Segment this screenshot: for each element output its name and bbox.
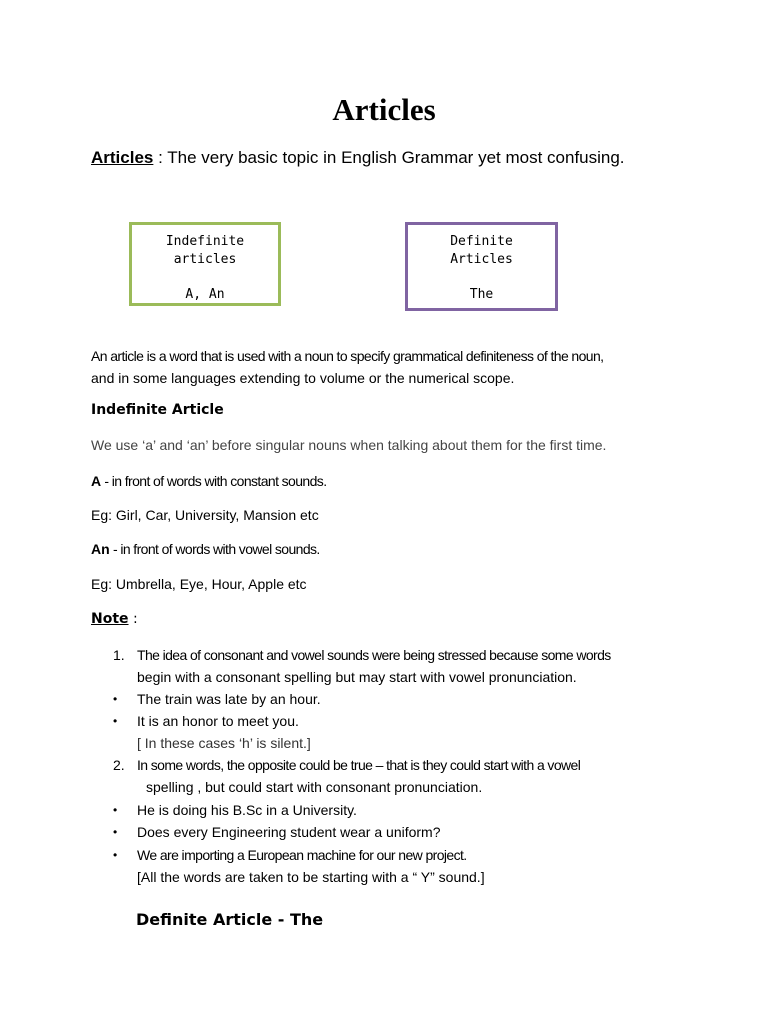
list-item: We are importing a European machine for our new project. bbox=[137, 847, 467, 863]
definition-paragraph bbox=[91, 345, 691, 389]
list-item: In some words, the opposite could be true – that is they could start with a vowel bbox=[137, 757, 581, 773]
usage-note: We use ‘a’ and ‘an’ before singular nouns when talking about them for the first time. bbox=[91, 437, 607, 453]
box-line: articles bbox=[173, 252, 237, 267]
note-label: Note bbox=[91, 611, 129, 627]
box-line: Articles bbox=[450, 252, 513, 267]
box-line: Indefinite bbox=[165, 234, 245, 249]
box-line: Definite bbox=[450, 234, 513, 249]
definition-line: and in some languages extending to volume or the numerical scope. bbox=[91, 370, 515, 386]
definition-line: An article is a word that is used with a noun to specify grammatical definiteness of the noun, bbox=[91, 348, 604, 364]
intro-label: Articles bbox=[91, 148, 154, 167]
bullet-icon: • bbox=[113, 803, 118, 817]
list-item-continued: spelling , but could start with consonant pronunciation. bbox=[146, 779, 483, 795]
an-examples: Eg: Umbrella, Eye, Hour, Apple etc bbox=[91, 576, 307, 592]
an-rule bbox=[91, 541, 320, 557]
list-item: Does every Engineering student wear a uniform? bbox=[137, 824, 441, 840]
list-bracket-note: [All the words are taken to be starting with a “ Y” sound.] bbox=[137, 869, 485, 885]
page-title: Articles bbox=[332, 92, 436, 127]
intro-text: : The very basic topic in English Grammar yet most confusing. bbox=[153, 148, 625, 167]
list-item: The idea of consonant and vowel sounds were being stressed because some words bbox=[137, 647, 611, 663]
bullet-icon: • bbox=[113, 714, 118, 728]
list-number: 1. bbox=[113, 647, 125, 663]
bullet-icon: • bbox=[113, 692, 118, 706]
bullet-icon: • bbox=[113, 825, 118, 839]
an-label: An bbox=[91, 541, 110, 557]
intro-line bbox=[91, 148, 625, 168]
a-examples: Eg: Girl, Car, University, Mansion etc bbox=[91, 507, 319, 523]
definite-articles-box bbox=[405, 222, 558, 311]
list-item-continued: begin with a consonant spelling but may start with vowel pronunciation. bbox=[137, 669, 577, 685]
a-rule-text: - in front of words with constant sounds. bbox=[101, 473, 327, 489]
box-articles: The bbox=[469, 287, 494, 302]
indefinite-article-heading: Indefinite Article bbox=[91, 402, 224, 418]
a-rule bbox=[91, 473, 327, 489]
list-bracket-note: [ In these cases ‘h’ is silent.] bbox=[137, 735, 311, 751]
definite-article-heading: Definite Article - The bbox=[136, 910, 324, 929]
box-articles: A, An bbox=[185, 287, 225, 302]
list-number: 2. bbox=[113, 757, 125, 773]
an-rule-text: - in front of words with vowel sounds. bbox=[109, 541, 320, 557]
list-item: He is doing his B.Sc in a University. bbox=[137, 802, 357, 818]
indefinite-articles-box bbox=[129, 222, 281, 306]
bullet-icon: • bbox=[113, 848, 118, 862]
list-item: It is an honor to meet you. bbox=[137, 713, 299, 729]
note-suffix: : bbox=[128, 611, 138, 627]
list-item: The train was late by an hour. bbox=[137, 691, 321, 707]
note-label-line bbox=[91, 611, 138, 627]
a-label: A bbox=[91, 473, 102, 489]
